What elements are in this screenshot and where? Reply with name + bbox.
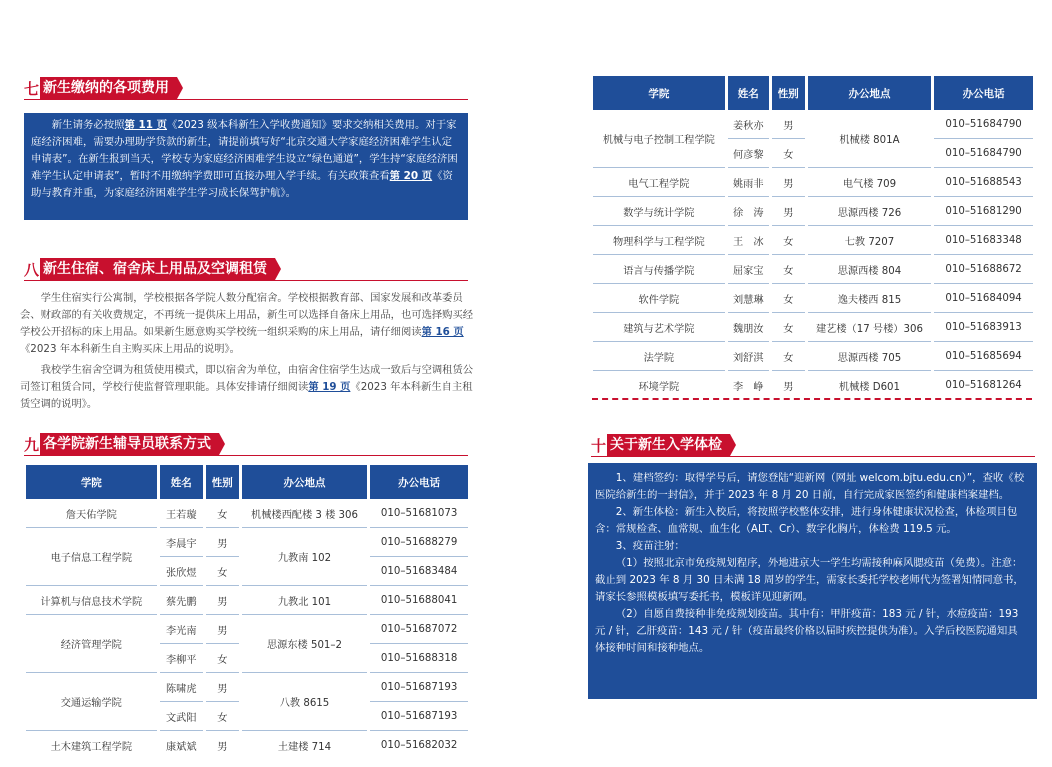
section-9-heading [24, 433, 219, 455]
name-cell: 姚雨非 [728, 168, 769, 197]
section-7-heading [24, 77, 177, 99]
office-cell: 七教 7207 [808, 226, 931, 255]
header-college: 学院 [593, 76, 725, 110]
page-reference-link[interactable]: 第 20 页 [389, 170, 433, 182]
phone-cell: 010–51688672 [934, 255, 1033, 284]
header-sex: 性别 [206, 465, 239, 499]
sex-cell: 男 [772, 110, 805, 139]
table-row [26, 499, 468, 528]
name-cell: 陈啸虎 [160, 673, 203, 702]
office-cell: 电气楼 709 [808, 168, 931, 197]
header-college: 学院 [26, 465, 157, 499]
college-cell: 电子信息工程学院 [26, 528, 157, 586]
phone-cell: 010–51682032 [380, 739, 458, 751]
page-reference-link[interactable]: 第 16 页 [421, 326, 464, 338]
name-cell: 文武阳 [160, 702, 203, 731]
sex-cell: 男 [206, 615, 239, 644]
office-cell: 机械楼 801A [808, 110, 931, 168]
counselor-table-right [590, 76, 1036, 399]
page-reference-link[interactable]: 第 11 页 [124, 119, 168, 131]
phone-cell: 010–51687072 [370, 615, 468, 644]
checkup-item-1: 1、建档签约：取得学号后，请您登陆“迎新网（网址 welcom.bjtu.edu.cn）”，查收《校医院给新生的一封信》，并于 2023 年 8 月 20 日前，自行完成家医签约和健康档案建档。 [595, 472, 1025, 501]
phone-cell: 010–51683348 [934, 226, 1033, 255]
section-title: 新生缴纳的各项费用 [40, 77, 177, 99]
phone-cell: 010–51681073 [370, 499, 468, 528]
section-number: 九 [24, 435, 40, 454]
section-7-notice-box [24, 113, 468, 220]
header-office: 办公地点 [808, 76, 931, 110]
office-cell: 思源西楼 705 [808, 342, 931, 371]
name-cell: 魏朋汝 [728, 313, 769, 342]
college-cell: 电气工程学院 [593, 168, 725, 197]
phone-cell: 010–51687193 [370, 702, 468, 731]
sex-cell: 男 [206, 586, 239, 615]
sex-cell: 女 [772, 284, 805, 313]
table-row [593, 110, 1033, 139]
table-row [593, 284, 1033, 313]
college-cell: 经济管理学院 [26, 615, 157, 673]
name-cell: 姜秋亦 [728, 110, 769, 139]
section-title: 新生住宿、宿舍床上用品及空调租赁 [40, 258, 275, 280]
name-cell: 徐 涛 [728, 197, 769, 226]
sex-cell: 男 [772, 197, 805, 226]
vaccine-item-2: （2）自愿自费接种非免疫规划疫苗。其中有：甲肝疫苗：183 元 / 针，水痘疫苗：193 元 / 针，乙肝疫苗：143 元 / 针（疫苗最终价格以届时疾控提供为准）。入学后校医院通知具体接种时间和接种地点。 [595, 608, 1019, 654]
office-cell: 机械楼 D601 [838, 381, 901, 393]
name-cell: 蔡先鹏 [160, 586, 203, 615]
section-7-underline [24, 99, 468, 100]
section-number: 十 [591, 436, 607, 455]
section-title: 关于新生入学体检 [607, 434, 730, 456]
sex-cell: 女 [206, 557, 239, 586]
section-8-underline [24, 280, 468, 281]
name-cell: 何彦黎 [728, 139, 769, 168]
office-cell: 建艺楼（17 号楼）306 [808, 313, 931, 342]
phone-cell: 010–51683913 [934, 313, 1033, 342]
college-cell: 机械与电子控制工程学院 [593, 110, 725, 168]
header-phone: 办公电话 [370, 465, 468, 499]
name-cell: 屈家宝 [728, 255, 769, 284]
phone-cell: 010–51688041 [370, 586, 468, 615]
office-cell: 九教北 101 [242, 586, 368, 615]
college-cell: 物理科学与工程学院 [593, 226, 725, 255]
header-name: 姓名 [160, 465, 203, 499]
table-row [593, 371, 1033, 399]
name-cell: 刘慧琳 [728, 284, 769, 313]
name-cell: 王 冰 [728, 226, 769, 255]
sex-cell: 女 [206, 644, 239, 673]
section-10-notice-box [588, 463, 1037, 699]
college-cell: 詹天佑学院 [26, 499, 157, 528]
header-sex: 性别 [772, 76, 805, 110]
table-end-dashed-line [592, 398, 1032, 400]
sex-cell: 男 [772, 168, 805, 197]
phone-cell: 010–51681290 [934, 197, 1033, 226]
section-number: 八 [24, 260, 40, 279]
sex-cell: 女 [772, 255, 805, 284]
section-8-paragraph-2: 我校学生宿舍空调为租赁使用模式，即以宿舍为单位，由宿舍住宿学生达成一致后与空调租赁公司签订租赁合同，学校行使监督管理职能。具体安排请仔细阅读第 19 页《2023 年本科新生自主租赁空调的说明》。 [20, 364, 474, 410]
table-row [593, 255, 1033, 284]
name-cell: 王若璇 [160, 499, 203, 528]
college-cell: 计算机与信息技术学院 [26, 586, 157, 615]
college-cell: 建筑与艺术学院 [593, 313, 725, 342]
table-row [593, 342, 1033, 371]
sex-cell: 女 [772, 342, 805, 371]
table-row [593, 168, 1033, 197]
phone-cell: 010–51684790 [934, 139, 1033, 168]
office-cell: 思源西楼 804 [808, 255, 931, 284]
section-10-underline [591, 456, 1035, 457]
sex-cell: 女 [772, 313, 805, 342]
name-cell: 李柳平 [160, 644, 203, 673]
section-number: 七 [24, 79, 40, 98]
sex-cell: 女 [206, 702, 239, 731]
office-cell: 思源西楼 726 [808, 197, 931, 226]
table-row [593, 313, 1033, 342]
phone-cell: 010–51683484 [370, 557, 468, 586]
header-office: 办公地点 [242, 465, 368, 499]
checkup-item-2: 2、新生体检：新生入校后，将按照学校整体安排，进行身体健康状况检查，体检项目包含：常规检查、血常规、血生化（ALT、Cr）、数字化胸片，体检费 119.5 元。 [595, 506, 1018, 535]
phone-cell: 010–51688543 [934, 168, 1033, 197]
phone-cell: 010–51688318 [370, 644, 468, 673]
office-cell: 八教 8615 [242, 673, 368, 731]
section-8-paragraph-1: 学生住宿实行公寓制，学校根据各学院人数分配宿舍。学校根据教育部、国家发展和改革委员会、财政部的有关收费规定，不再统一提供床上用品，新生可以选择自备床上用品，也可选择购买经学校公开招标的床上用品。如果新生愿意购买学校统一组织采购的床上用品，请仔细阅读第 16 页《2023 年本科新生自主购买床上用品的说明》。 [20, 292, 474, 355]
table-row [26, 586, 468, 615]
college-cell: 法学院 [593, 342, 725, 371]
college-cell: 交通运输学院 [26, 673, 157, 731]
section-9-underline [24, 455, 468, 456]
checkup-item-3: 3、疫苗注射： [615, 540, 685, 552]
office-cell: 思源东楼 501–2 [242, 615, 368, 673]
sex-cell: 女 [772, 226, 805, 255]
phone-cell: 010–51688279 [370, 528, 468, 557]
table-row [593, 197, 1033, 226]
section-10-heading [591, 434, 730, 456]
college-cell: 软件学院 [593, 284, 725, 313]
sex-cell: 女 [772, 139, 805, 168]
college-cell: 环境学院 [638, 381, 680, 393]
office-cell: 土建楼 714 [277, 741, 332, 753]
sex-cell: 男 [206, 528, 239, 557]
office-cell: 九教南 102 [242, 528, 368, 586]
college-cell: 土木建筑工程学院 [50, 741, 133, 753]
name-cell: 张欣煜 [160, 557, 203, 586]
name-cell: 李 峥 [732, 381, 764, 393]
counselor-table-left [23, 465, 471, 759]
phone-cell: 010–51681264 [945, 379, 1022, 391]
page-reference-link[interactable]: 第 19 页 [308, 381, 351, 393]
phone-cell: 010–51685694 [934, 342, 1033, 371]
sex-cell: 男 [217, 741, 228, 753]
name-cell: 李晨宇 [160, 528, 203, 557]
section-title: 各学院新生辅导员联系方式 [40, 433, 219, 455]
header-name: 姓名 [728, 76, 769, 110]
phone-cell: 010–51684094 [934, 284, 1033, 313]
name-cell: 李光南 [160, 615, 203, 644]
table-row [26, 528, 468, 557]
name-cell: 刘舒淇 [728, 342, 769, 371]
office-cell: 逸夫楼西 815 [808, 284, 931, 313]
table-row [593, 226, 1033, 255]
table-row [26, 731, 468, 759]
section-7-text: 新生请务必按照第 11 页《2023 级本科新生入学收费通知》要求交纳相关费用。对于家庭经济困难，需要办理助学贷款的新生，请提前填写好“北京交通大学家庭经济困难学生认定申请表”。在新生报到当天，学校专为家庭经济困难学生设立“绿色通道”，学生持“家庭经济困难学生认定申请表”，暂时不用缴纳学费即可直接办理入学手续。有关政策查看第 20 页《资助与教育并重，为家庭经济困难学生学习成长保驾护航》。 [31, 119, 458, 199]
name-cell: 康斌斌 [165, 741, 197, 753]
college-cell: 数学与统计学院 [593, 197, 725, 226]
sex-cell: 男 [206, 673, 239, 702]
sex-cell: 女 [206, 499, 239, 528]
section-8-heading [24, 258, 275, 280]
sex-cell: 男 [783, 381, 794, 393]
table-row [26, 615, 468, 644]
office-cell: 机械楼西配楼 3 楼 306 [242, 499, 368, 528]
vaccine-item-1: （1）按照北京市免疫规划程序，外地进京大一学生均需接种麻风腮疫苗（免费）。注意：截止到 2023 年 8 月 30 日未满 18 周岁的学生，需家长委托学校老师代为签署知情同意书，请家长参照模板填写委托书，模板详见迎新网。 [595, 557, 1024, 603]
phone-cell: 010–51684790 [934, 110, 1033, 139]
table-row [26, 673, 468, 702]
college-cell: 语言与传播学院 [593, 255, 725, 284]
phone-cell: 010–51687193 [370, 673, 468, 702]
header-phone: 办公电话 [934, 76, 1033, 110]
